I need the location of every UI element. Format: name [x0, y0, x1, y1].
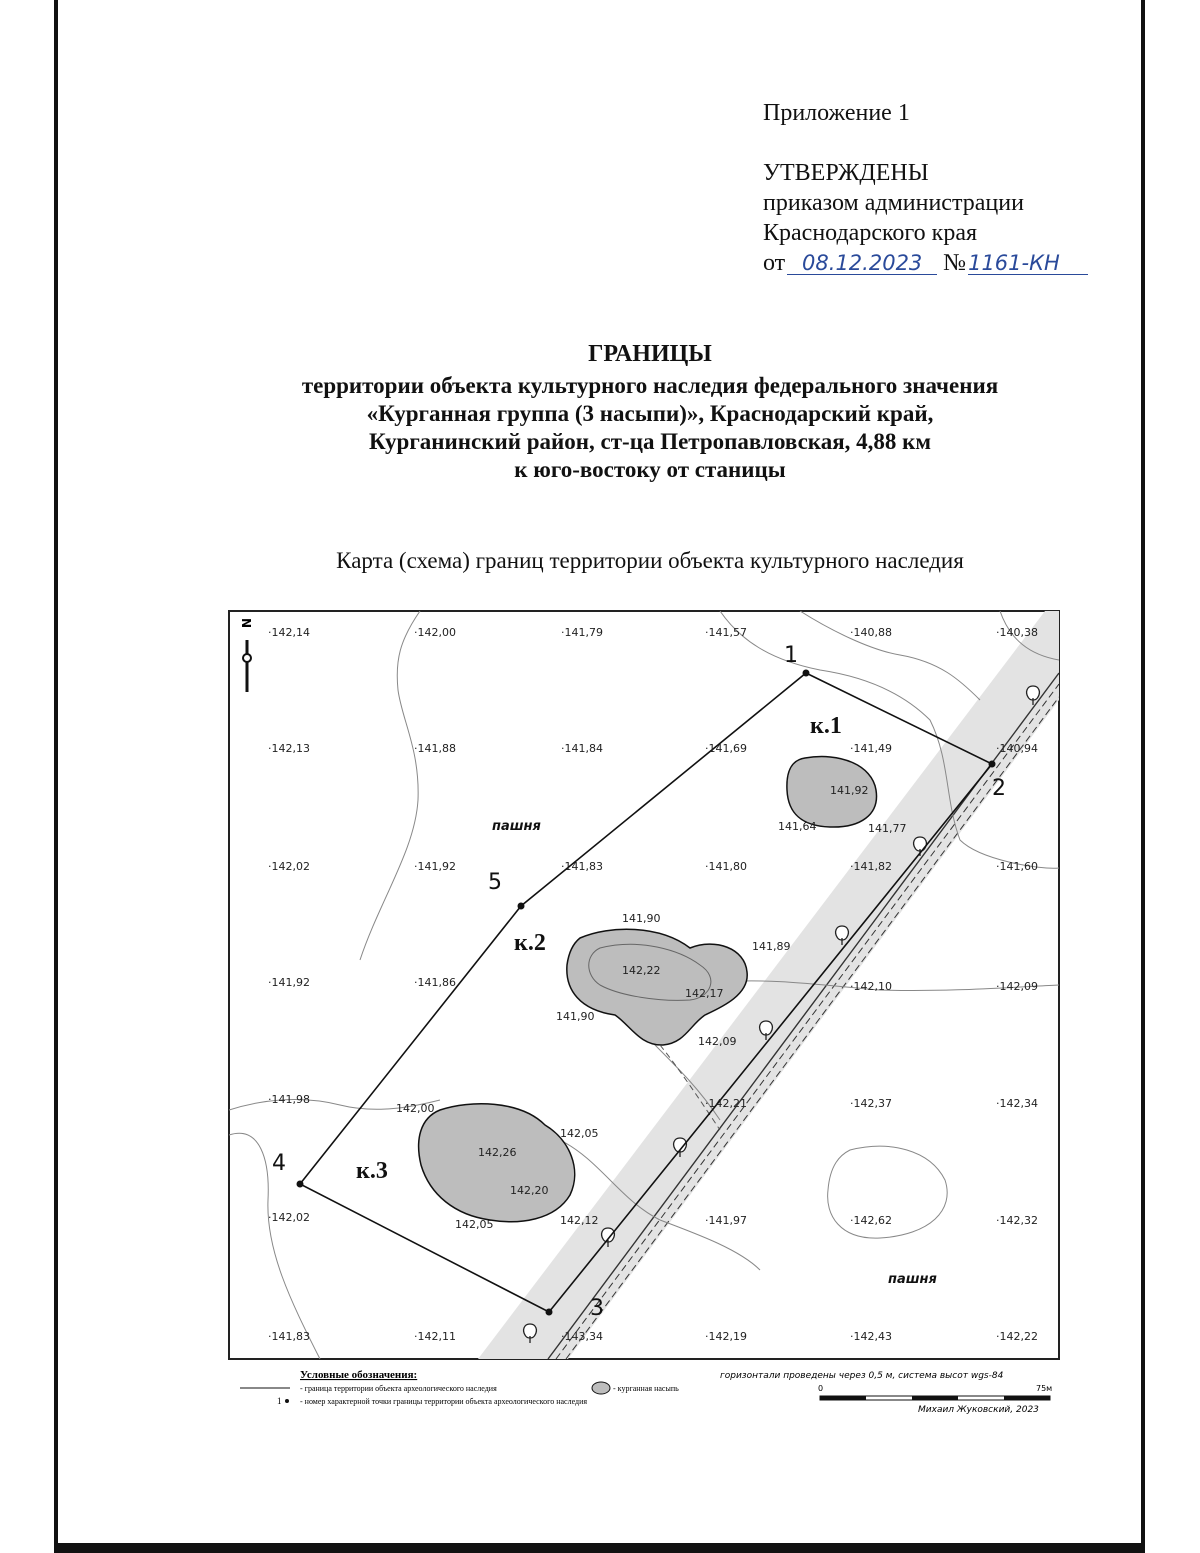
- handwritten-number: 1161-КН: [968, 252, 1088, 275]
- legend-point-dot: [285, 1399, 289, 1403]
- elev: ·142,00: [414, 626, 456, 639]
- title-line-2: «Курганная группа (3 насыпи)», Краснодарский край,: [366, 401, 934, 426]
- legend-title: Условные обозначения:: [300, 1369, 418, 1381]
- mound-label-k3: к.3: [356, 1158, 388, 1184]
- elev-k3: 142,00: [396, 1102, 435, 1115]
- elev-k3: 142,05: [560, 1127, 599, 1140]
- elev-k2: 141,90: [556, 1010, 595, 1023]
- from-prefix: от: [763, 250, 786, 276]
- elev: ·142,19: [705, 1330, 747, 1343]
- elev: ·142,02: [268, 1211, 310, 1224]
- elev: ·141,82: [850, 860, 892, 873]
- elev-k3: 142,05: [455, 1218, 494, 1231]
- handwritten-date: 08.12.2023: [787, 252, 937, 275]
- elev: ·141,57: [705, 626, 747, 639]
- elev: ·140,38: [996, 626, 1038, 639]
- approval-line-2: Краснодарского края: [763, 220, 978, 246]
- elev-k3: 142,12: [560, 1214, 599, 1227]
- title-line-4: к юго-востоку от станицы: [514, 457, 786, 482]
- approval-line-1: приказом администрации: [763, 190, 1024, 216]
- elev: ·142,43: [850, 1330, 892, 1343]
- field-label-2: пашня: [888, 1272, 937, 1287]
- legend-point-text: - номер характерной точки границы территории объекта археологического наследия: [300, 1397, 588, 1406]
- elev: ·142,02: [268, 860, 310, 873]
- legend-mound-text: - курганная насыпь: [613, 1384, 679, 1393]
- point-label-5: 5: [488, 870, 502, 895]
- map-author: Михаил Жуковский, 2023: [918, 1405, 1039, 1415]
- map-subtitle: Карта (схема) границ территории объекта культурного наследия: [336, 548, 964, 573]
- legend-boundary-text: - граница территории объекта археологического наследия: [300, 1384, 497, 1393]
- elev: ·141,79: [561, 626, 603, 639]
- elev: ·142,62: [850, 1214, 892, 1227]
- elev: ·141,83: [561, 860, 603, 873]
- elev: ·141,88: [414, 742, 456, 755]
- elev-k3: 142,26: [478, 1146, 517, 1159]
- point-label-4: 4: [272, 1151, 286, 1176]
- elev: ·142,37: [850, 1097, 892, 1110]
- scale-end: 75м: [1036, 1384, 1053, 1393]
- elev: ·141,69: [705, 742, 747, 755]
- elev: ·141,92: [414, 860, 456, 873]
- elev: ·142,14: [268, 626, 310, 639]
- elev: ·142,10: [850, 980, 892, 993]
- elev-k1: 141,64: [778, 820, 817, 833]
- elev: ·141,83: [268, 1330, 310, 1343]
- elev: ·143,34: [561, 1330, 603, 1343]
- elev: ·141,97: [705, 1214, 747, 1227]
- elev: ·140,88: [850, 626, 892, 639]
- field-label-1: пашня: [492, 819, 541, 834]
- title-line-1: территории объекта культурного наследия федерального значения: [301, 373, 999, 398]
- number-prefix: №: [943, 250, 967, 276]
- elev: ·142,34: [996, 1097, 1038, 1110]
- elev: ·141,98: [268, 1093, 310, 1106]
- elev-k2: 142,22: [622, 964, 661, 977]
- elev: ·141,92: [268, 976, 310, 989]
- elev: ·142,21: [705, 1097, 747, 1110]
- point-label-1: 1: [784, 643, 798, 668]
- elev: ·141,80: [705, 860, 747, 873]
- elev-k2: 141,89: [752, 940, 791, 953]
- legend: [240, 1369, 1052, 1415]
- point-label-3: 3: [590, 1296, 604, 1321]
- elev-k2: 142,09: [698, 1035, 737, 1048]
- elev-k1: 141,92: [830, 784, 869, 797]
- elev: ·141,84: [561, 742, 603, 755]
- scale-start: 0: [818, 1384, 824, 1393]
- north-label: N: [239, 618, 253, 629]
- elev-k3: 142,20: [510, 1184, 549, 1197]
- elev: ·141,60: [996, 860, 1038, 873]
- elev-k1: 141,77: [868, 822, 907, 835]
- elev: ·142,13: [268, 742, 310, 755]
- contour-note: горизонтали проведены через 0,5 м, система высот wgs-84: [720, 1371, 1004, 1381]
- title-line-3: Курганинский район, ст-ца Петропавловская, 4,88 км: [368, 429, 932, 454]
- elev: ·141,86: [414, 976, 456, 989]
- elev: ·140,94: [996, 742, 1038, 755]
- legend-point-num: 1: [277, 1396, 282, 1406]
- approved-label: УТВЕРЖДЕНЫ: [763, 160, 929, 186]
- elev-k2: 142,17: [685, 987, 724, 1000]
- elev: ·141,49: [850, 742, 892, 755]
- elev-k2: 141,90: [622, 912, 661, 925]
- mound-label-k2: к.2: [514, 930, 546, 956]
- elev: ·142,32: [996, 1214, 1038, 1227]
- elev: ·142,09: [996, 980, 1038, 993]
- appendix-label: Приложение 1: [763, 100, 910, 126]
- elev: ·142,22: [996, 1330, 1038, 1343]
- point-label-2: 2: [992, 776, 1006, 801]
- legend-mound-swatch: [592, 1382, 610, 1394]
- elev: ·142,11: [414, 1330, 456, 1343]
- mound-label-k1: к.1: [810, 713, 842, 739]
- title-main: ГРАНИЦЫ: [588, 341, 712, 367]
